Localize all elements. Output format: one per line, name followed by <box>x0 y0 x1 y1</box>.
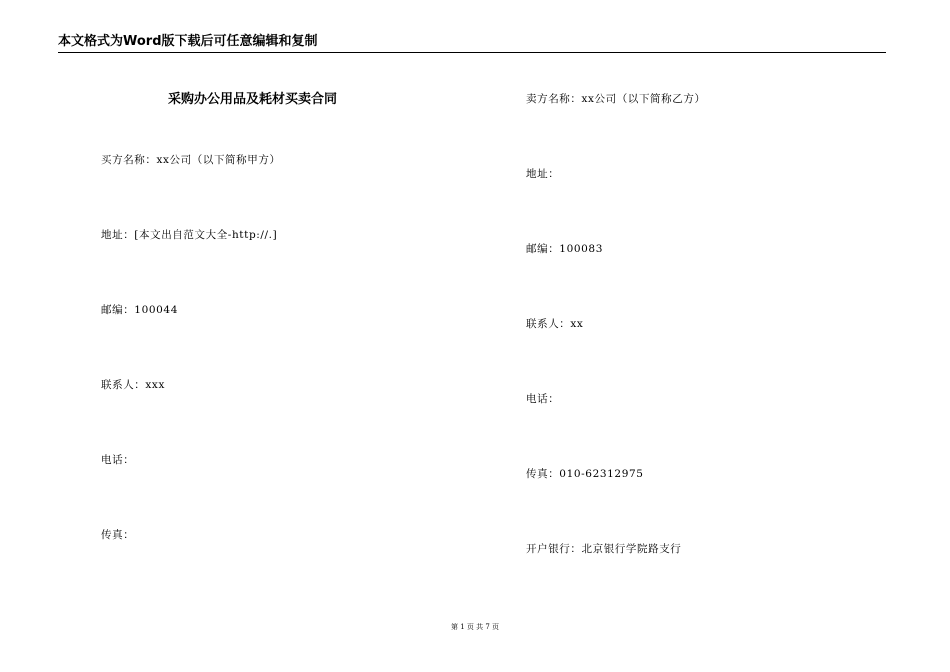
header-banner <box>58 34 886 53</box>
seller-bank: 开户银行：北京银行学院路支行 <box>526 543 682 555</box>
seller-phone: 电话： <box>526 393 560 405</box>
seller-postcode: 邮编：100083 <box>526 243 603 255</box>
seller-name: 卖方名称：xx公司（以下简称乙方） <box>526 93 706 105</box>
seller-fax: 传真：010-62312975 <box>526 468 644 480</box>
buyer-postcode: 邮编：100044 <box>101 304 178 316</box>
buyer-phone: 电话： <box>101 454 135 466</box>
buyer-contact: 联系人：xxx <box>101 379 165 391</box>
buyer-address: 地址：[本文出自范文大全-http://.] <box>101 229 278 241</box>
seller-contact: 联系人：xx <box>526 318 584 330</box>
seller-address: 地址： <box>526 168 560 180</box>
buyer-fax: 传真： <box>101 529 135 541</box>
header-banner-text: 本文格式为Word版下载后可任意编辑和复制 <box>58 34 318 49</box>
page-footer: 第 1 页 共 7 页 <box>450 623 500 631</box>
buyer-name: 买方名称：xx公司（以下简称甲方） <box>101 154 281 166</box>
document-title: 采购办公用品及耗材买卖合同 <box>168 92 338 107</box>
